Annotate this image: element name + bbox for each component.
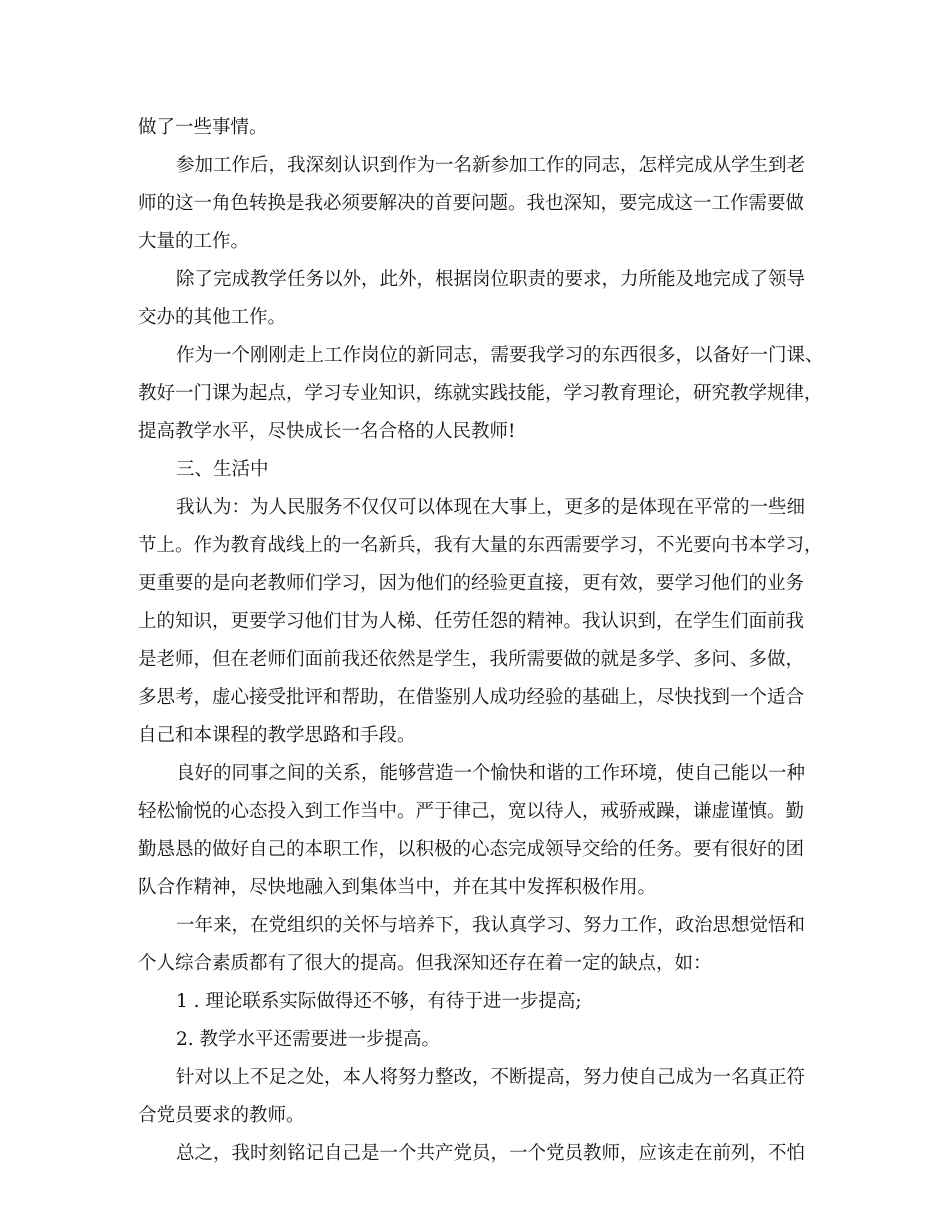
text-line	[0, 488, 950, 528]
text-line	[0, 146, 950, 186]
paragraph-line: 是老师，但在老师们面前我还依然是学生，我所需要做的就是多学、多问、多做，	[138, 649, 805, 670]
text-line	[0, 906, 950, 946]
text-line	[0, 108, 950, 148]
paragraph-line: 多思考，虚心接受批评和帮助，在借鉴别人成功经验的基础上，尽快找到一个适合	[138, 687, 805, 708]
list-item: 2. 教学水平还需要进一步提高。	[176, 1029, 441, 1050]
paragraph-first-line: 参加工作后，我深刻认识到作为一名新参加工作的同志，怎样完成从学生到老	[176, 155, 806, 176]
text-line	[0, 602, 950, 642]
text-line	[0, 868, 950, 908]
paragraph-first-line: 针对以上不足之处，本人将努力整改，不断提高，努力使自己成为一名真正符	[176, 1067, 806, 1088]
text-line	[0, 1058, 950, 1098]
paragraph-line: 轻松愉悦的心态投入到工作当中。严于律己，宽以待人，戒骄戒躁，谦虚谨慎。勤	[138, 801, 805, 822]
paragraph-end-line: 合党员要求的教师。	[138, 1105, 305, 1126]
text-line	[0, 450, 950, 490]
paragraph-end-line: 自己和本课程的教学思路和手段。	[138, 725, 416, 746]
list-item: 1 . 理论联系实际做得还不够，有待于进一步提高;	[176, 991, 582, 1012]
paragraph-line: 师的这一角色转换是我必须要解决的首要问题。我也深知，要完成这一工作需要做	[138, 193, 805, 214]
text-line	[0, 754, 950, 794]
paragraph-end-line: 提高教学水平，尽快成长一名合格的人民教师!	[138, 421, 516, 442]
paragraph-first-line: 总之，我时刻铭记自己是一个共产党员，一个党员教师，应该走在前列，不怕	[176, 1143, 806, 1164]
paragraph-line: 教好一门课为起点，学习专业知识，练就实践技能，学习教育理论，研究教学规律，	[138, 383, 823, 404]
text-line	[0, 830, 950, 870]
section-heading: 三、生活中	[176, 459, 269, 480]
paragraph-end-line: 大量的工作。	[138, 231, 250, 252]
paragraph-first-line: 良好的同事之间的关系，能够营造一个愉快和谐的工作环境，使自己能以一种	[176, 763, 806, 784]
text-line	[0, 1020, 950, 1060]
paragraph-first-line: 除了完成教学任务以外，此外，根据岗位职责的要求，力所能及地完成了领导	[176, 269, 806, 290]
text-line	[0, 184, 950, 224]
text-line	[0, 982, 950, 1022]
text-line	[0, 526, 950, 566]
text-line	[0, 374, 950, 414]
paragraph-first-line: 我认为：为人民服务不仅仅可以体现在大事上，更多的是体现在平常的一些细	[176, 497, 806, 518]
paragraph-first-line: 一年来，在党组织的关怀与培养下，我认真学习、努力工作，政治思想觉悟和	[176, 915, 806, 936]
paragraph-line: 节上。作为教育战线上的一名新兵，我有大量的东西需要学习，不光要向书本学习，	[138, 535, 823, 556]
text-line	[0, 298, 950, 338]
paragraph-line: 勤恳恳的做好自己的本职工作，以积极的心态完成领导交给的任务。要有很好的团	[138, 839, 805, 860]
text-line	[0, 222, 950, 262]
text-line	[0, 792, 950, 832]
paragraph-line: 上的知识，更要学习他们甘为人梯、任劳任怨的精神。我认识到，在学生们面前我	[138, 611, 805, 632]
paragraph-end-line: 个人综合素质都有了很大的提高。但我深知还存在着一定的缺点，如：	[138, 953, 712, 974]
paragraph-end-line: 交办的其他工作。	[138, 307, 287, 328]
paragraph-end-line: 做了一些事情。	[138, 117, 268, 138]
text-line	[0, 716, 950, 756]
text-line	[0, 678, 950, 718]
paragraph-line: 更重要的是向老教师们学习，因为他们的经验更直接，更有效，要学习他们的业务	[138, 573, 805, 594]
text-line	[0, 944, 950, 984]
text-line	[0, 412, 950, 452]
text-line	[0, 1134, 950, 1174]
paragraph-end-line: 队合作精神，尽快地融入到集体当中，并在其中发挥积极作用。	[138, 877, 657, 898]
text-line	[0, 640, 950, 680]
text-line	[0, 336, 950, 376]
text-line	[0, 1096, 950, 1136]
paragraph-first-line: 作为一个刚刚走上工作岗位的新同志，需要我学习的东西很多，以备好一门课、	[176, 345, 824, 366]
text-line	[0, 564, 950, 604]
text-line	[0, 260, 950, 300]
